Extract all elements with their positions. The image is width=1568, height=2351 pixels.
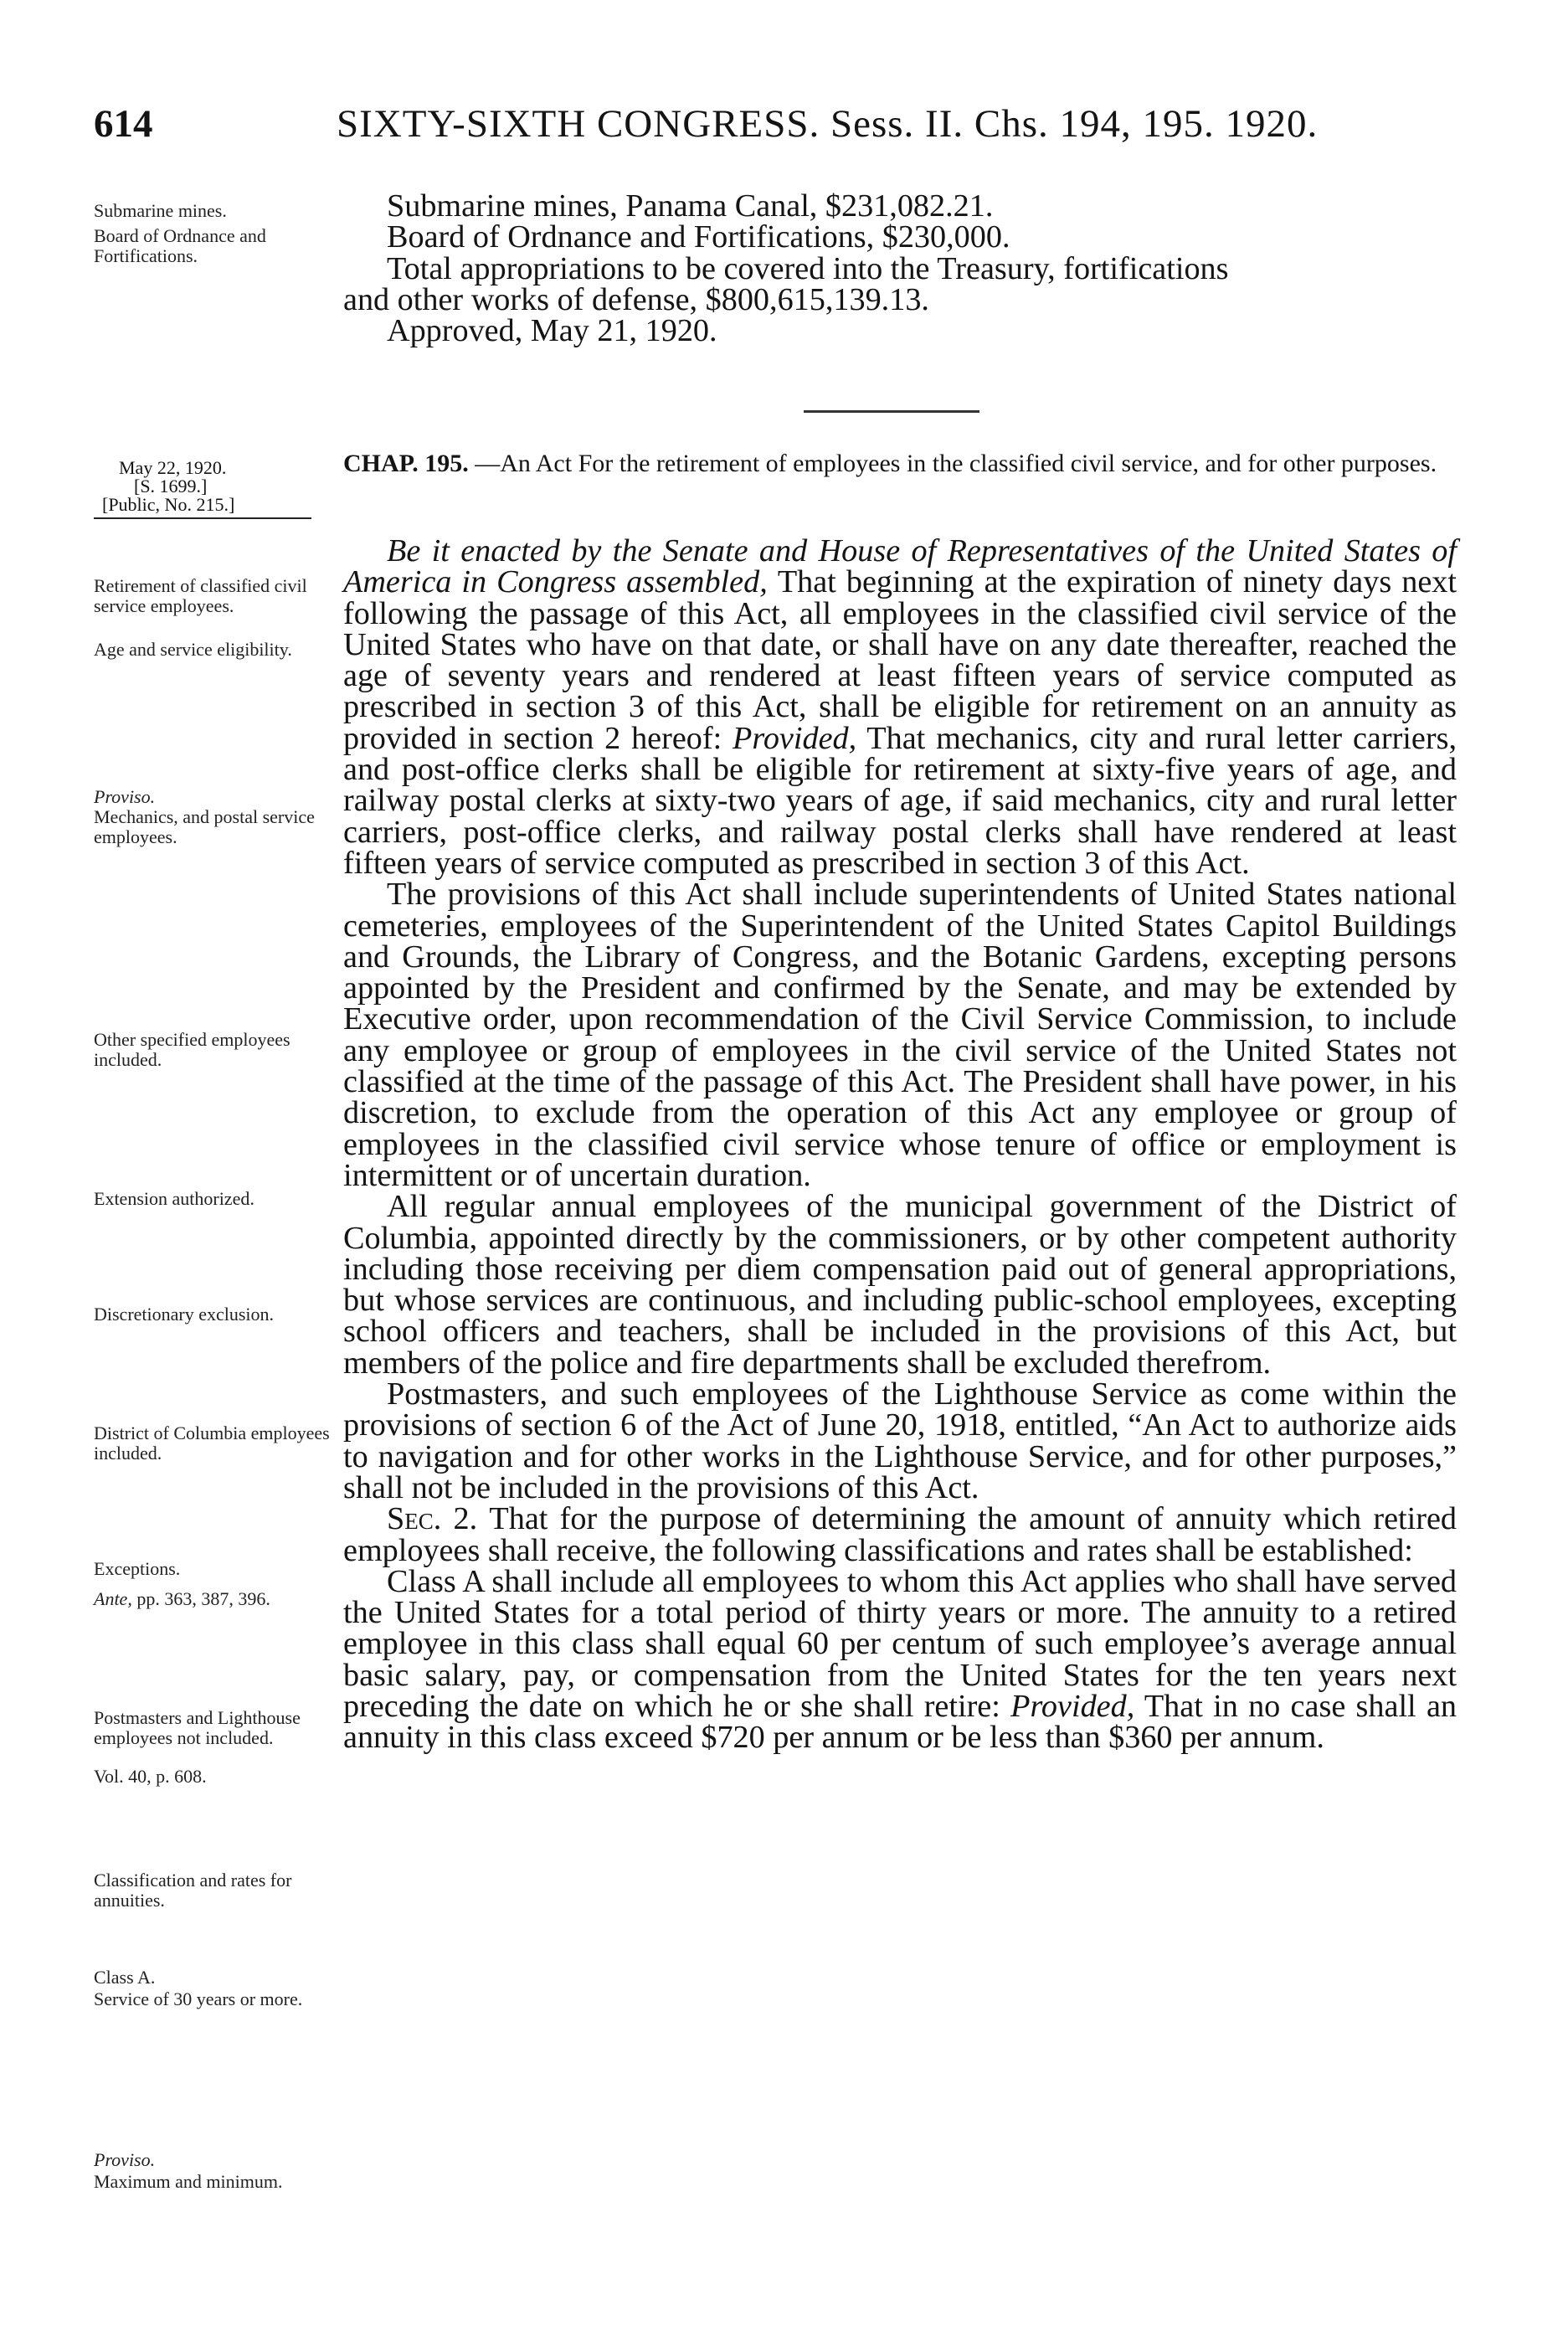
margin-note-service-30: Service of 30 years or more. [94,1988,303,2009]
margin-note-proviso-2: Proviso. [94,2149,156,2170]
chapter-margin-info [94,459,345,519]
margin-note-retirement: Retirement of classified civil service employees. [94,575,307,616]
chapter-number: CHAP. 195. [343,450,469,477]
chapter-title: —An Act For the retirement of employees in the classified civil service, and for other purposes. [475,450,1437,477]
public-number: [Public, No. 215.] [102,494,235,515]
header-title: SIXTY-SIXTH CONGRESS. Sess. II. Chs. 194, 195. 1920. [337,102,1319,146]
margin-note-exceptions: Exceptions. [94,1558,181,1579]
margin-note-age-service: Age and service eligibility. [94,639,292,660]
margin-note-other-employees: Other specified employees included. [94,1029,290,1070]
margin-note-district: District of Columbia employees included. [94,1422,330,1464]
paragraph-enacting: Be it enacted by the Senate and House of Representatives of the United States of America in Congress assembled, That beginning at the expiration of ninety days next following the passage of this Act, all employees in the classified civil service of the United States who have on that date, or shall have on any date thereafter, reached the age of seventy years and rendered at least fifteen years of service computed as prescribed in section 3 of this Act, shall be eligible for retirement on an annuity as provided in section 2 hereof: Provided, That mechanics, city and rural letter carriers, and post-office clerks shall be eligible for retirement at sixty-five years of age, and railway postal clerks at sixty-two years of age, if said mechanics, city and rural letter carriers, post-office clerks, and railway postal clerks shall have rendered at least fifteen years of service computed as prescribed in section 3 of this Act. [343,533,1457,881]
margin-note-postmasters: Postmasters and Lighthouse employees not included. [94,1707,301,1748]
margin-note-class-a: Class A. [94,1967,156,1988]
chapter-heading [343,449,1465,479]
running-header [94,99,1467,149]
paragraph-postmasters: Postmasters, and such employees of the Lighthouse Service as come within the provisions of section 6 of the Act of June 20, 1918, entitled, “An Act to authorize aids to navigation and for other works in the Lighthouse Service, and for other purposes,” shall not be included in the provisions of this Act. [343,1376,1457,1505]
margin-note-discretionary: Discretionary exclusion. [94,1304,275,1325]
senate-bill: [S. 1699.] [134,476,208,496]
line-total-appropriations: Total appropriations to be covered into the Treasury, fortifications [387,250,1229,286]
margin-note-proviso-1: Proviso. [94,786,156,807]
act-body [343,533,1457,1756]
line-board-of-ordnance: Board of Ordnance and Fortifications, $230,000. [387,219,1010,255]
chapter-date: May 22, 1920. [119,457,227,478]
margin-note-extension: Extension authorized. [94,1188,254,1209]
margin-note-board-of-ordnance: Board of Ordnance and Fortifications. [94,225,266,266]
paragraph-other-employees: The provisions of this Act shall include superintendents of United States national cemeteries, employees of the Superintendent of the United States Capitol Buildings and Grounds, the Library of Congress, and the Botanic Gardens, excepting persons appointed by the President and confirmed by the Senate, and may be extended by Executive order, upon recommendation of the Civil Service Commission, to include any employee or group of employees in the civil service of the United States not classified at the time of the passage of this Act. The President shall have power, in his discretion, to exclude from the operation of this Act any employee or group of employees in the classified civil service whose tenure of office or employment is intermittent or of uncertain duration. [343,877,1457,1193]
margin-note-max-min: Maximum and minimum. [94,2171,283,2192]
approved-line: Approved, May 21, 1920. [387,313,717,349]
line-submarine-mines: Submarine mines, Panama Canal, $231,082.21. [387,188,994,224]
margin-note-mechanics: Mechanics, and postal service employees. [94,806,315,847]
appropriations-block [343,188,1465,349]
section-divider [804,410,979,413]
page-number: 614 [94,102,153,146]
margin-note-classification: Classification and rates for annuities. [94,1870,292,1911]
margin-note-ante: Ante, pp. 363, 387, 396. [94,1588,270,1609]
line-total-continued: and other works of defense, $800,615,139.13. [343,281,929,317]
margin-note-vol: Vol. 40, p. 608. [94,1766,207,1787]
paragraph-district: All regular annual employees of the municipal government of the District of Columbia, appointed directly by the commissioners, or by other competent authority including those receiving per diem compensation paid out of general appropriations, but whose services are continuous, and including public-school employees, excepting school officers and teachers, shall be included in the provisions of this Act, but members of the police and fire departments shall be excluded therefrom. [343,1189,1457,1381]
paragraph-class-a: Class A shall include all employees to whom this Act applies who shall have served the United States for a total period of thirty years or more. The annuity to a retired employee in this class shall equal 60 per centum of such employee’s average annual basic salary, pay, or compensation from the United States for the ten years next preceding the date on which he or she shall retire: Provided, That in no case shall an annuity in this class exceed $720 per annum or be less than $360 per annum. [343,1563,1457,1756]
paragraph-section-2: Sec. 2. That for the purpose of determining the amount of annuity which retired employees shall receive, the following classifications and rates shall be established: [343,1501,1457,1568]
margin-rule [94,517,311,519]
margin-note-submarine-mines: Submarine mines. [94,200,227,221]
